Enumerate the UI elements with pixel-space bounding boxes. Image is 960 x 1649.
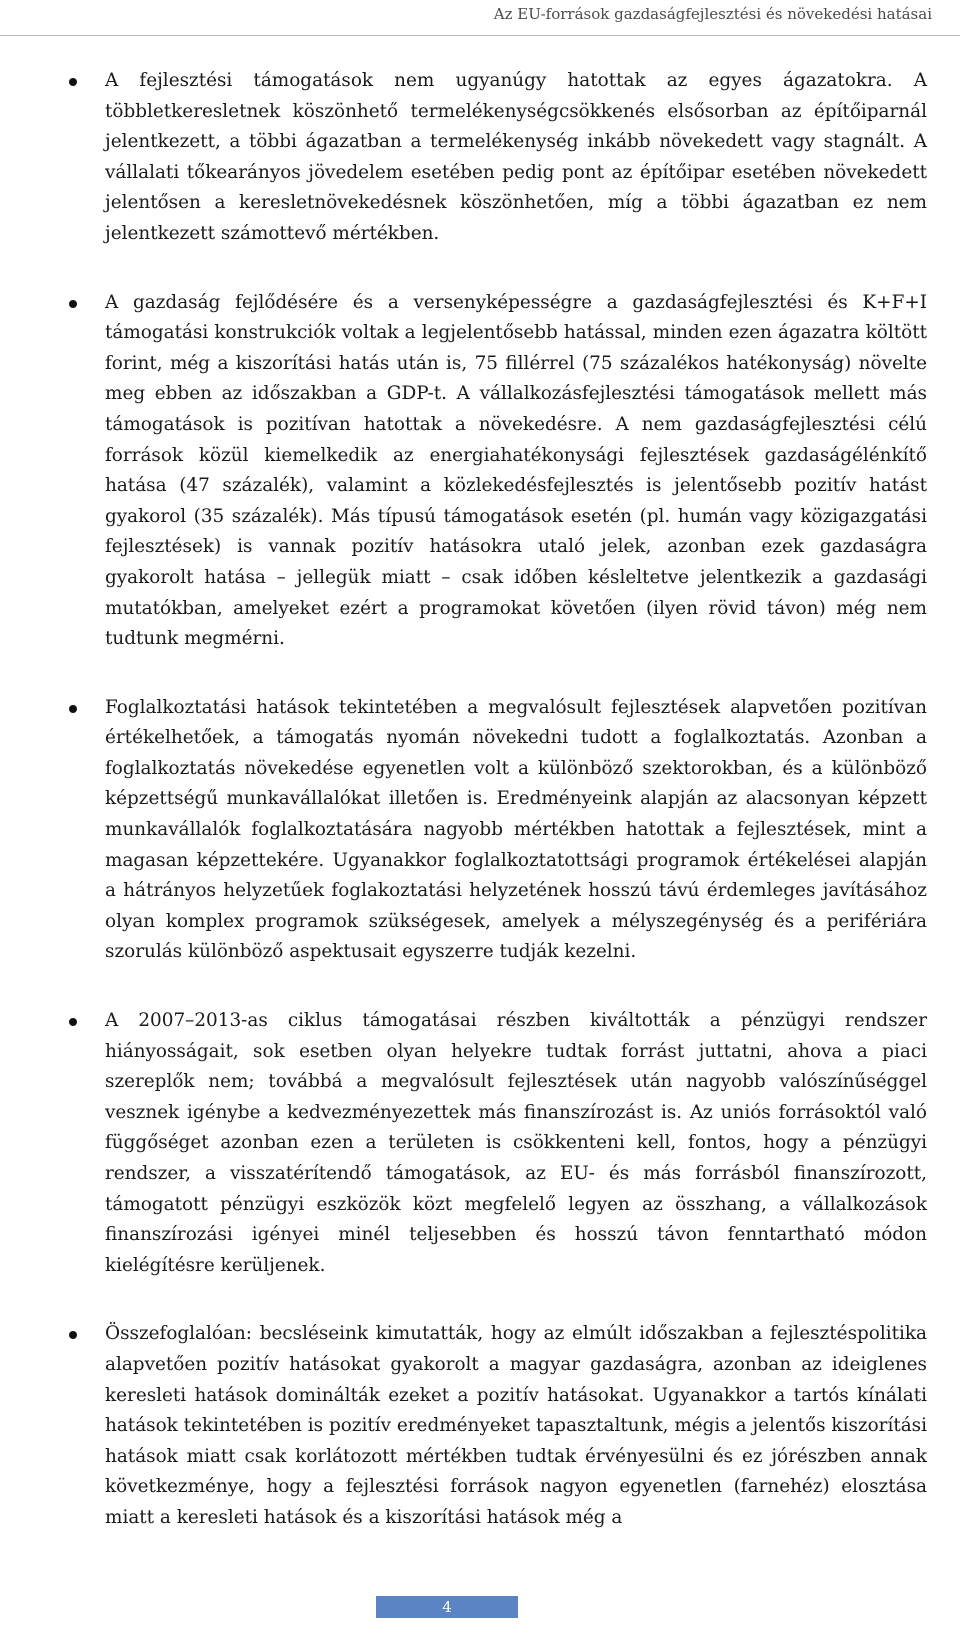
bullet-dot-icon [69,705,77,713]
bullet-item [0,1006,960,1281]
bullet-text: Összefoglalóan: becsléseink kimutatták, hogy az elmúlt időszakban a fejlesztéspolitika alapvetően pozitív hatásokat gyakorolt a magyar gazdaságra, azonban az ideiglenes keresleti hatások dominálták ezeket a pozitív hatásokat. Ugyanakkor a tartós kínálati hatások tekintetében is pozitív eredményeket tapasztaltunk, mégis a jelentős kiszorítási hatások miatt csak korlátozott mértékben tudtak érvényesülni és ez jórészben annak következménye, hogy a fejlesztési források nagyon egyenetlen (farnehéz) elosztása miatt a keresleti hatások és a kiszorítási hatások még a [105,1323,927,1528]
bullet-text: A gazdaság fejlődésére és a versenyképességre a gazdaságfejlesztési és K+F+I támogatási konstrukciók voltak a legjelentősebb hatással, minden ezen ágazatra költött forint, még a kiszorítási hatás után is, 75 fillérrel (75 százalékos hatékonyság) növelte meg ebben az időszakban a GDP-t. A vállalkozásfejlesztési támogatások mellett más támogatások is pozitívan hatottak a növekedésre. A nem gazdaságfejlesztési célú források közül kiemelkedik az energiahatékonysági fejlesztések gazdaságélénkítő hatása (47 százalék), valamint a közlekedésfejlesztés is jelentősebb pozitív hatást gyakorol (35 százalék). Más típusú támogatások esetén (pl. humán vagy közigazgatási fejlesztések) is vannak pozitív hatásokra utaló jelek, azonban ezek gazdaságra gyakorolt hatása – jellegük miatt – csak időben késleltetve jelentkezik a gazdasági mutatókban, amelyeket ezért a programokat követően (ilyen rövid távon) még nem tudtunk megmérni. [105,291,927,650]
bullet-text: Foglalkoztatási hatások tekintetében a megvalósult fejlesztések alapvetően pozitívan értékelhetőek, a támogatás nyomán növekedni tudott a foglalkoztatás. Azonban a foglalkoztatás növekedése egyenetlen volt a különböző szektorokban, és a különböző képzettségű munkavállalókat illetően is. Eredményeink alapján az alacsonyan képzett munkavállalók foglalkoztatására nagyobb mértékben hatottak a fejlesztések, mint a magasan képzettekére. Ugyanakkor foglalkoztatottsági programok értékelései alapján a hátrányos helyzetűek foglakoztatási helyzetének hosszú távú érdemleges javításához olyan komplex programok szükségesek, amelyek a mélyszegénység és a perifériára szorulás különböző aspektusait egyszerre tudják kezelni. [105,696,927,963]
bullet-text: A 2007–2013-as ciklus támogatásai részben kiváltották a pénzügyi rendszer hiányosságait, sok esetben olyan helyekre tudtak forrást juttatni, ahova a piaci szereplők nem; továbbá a megvalósult fejlesztések után nagyobb valószínűséggel vesznek igénybe a kedvezményezettek más finanszírozást is. Az uniós forrásoktól való függőséget azonban ezen a területen is csökkenteni kell, fontos, hogy a pénzügyi rendszer, a visszatérítendő támogatások, az EU- és más forrásból finanszírozott, támogatott pénzügyi eszközök közt megfelelő legyen az összhang, a vállalkozások finanszírozási igényei minél teljesebben és hosszú távon fenntartható módon kielégítésre kerüljenek. [105,1010,927,1276]
bullet-item [0,1319,960,1533]
bullet-item [0,693,960,968]
bullet-dot-icon [69,1018,77,1026]
page-number: 4 [376,1596,518,1618]
bullet-list [0,66,960,1534]
running-header: Az EU-források gazdaságfejlesztési és növekedési hatásai [0,0,960,36]
bullet-dot-icon [69,1331,77,1339]
bullet-item [0,288,960,655]
bullet-dot-icon [69,300,77,308]
bullet-item [0,66,960,250]
bullet-dot-icon [69,78,77,86]
bullet-text: A fejlesztési támogatások nem ugyanúgy hatottak az egyes ágazatokra. A többletkeresletnek köszönhető termelékenységcsökkenés elsősorban az építőiparnál jelentkezett, a többi ágazatban a termelékenység inkább növekedett vagy stagnált. A vállalati tőkearányos jövedelem esetében pedig pont az építőipar esetében növekedett jelentősen a keresletnövekedésnek köszönhetően, míg a többi ágazatban ez nem jelentkezett számottevő mértékben. [105,70,927,244]
